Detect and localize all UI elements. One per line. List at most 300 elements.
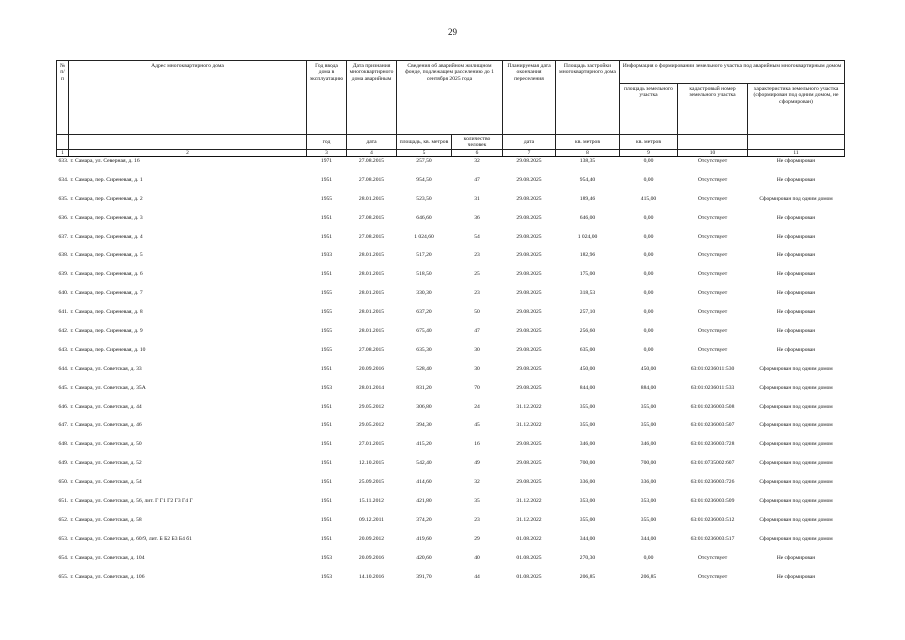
row-plan-date: 01.08.2025 <box>516 554 542 561</box>
row-number: 652. <box>58 516 69 523</box>
table-row <box>57 214 845 233</box>
row-address: г. Самара, пер. Сиреневая, д. 2 <box>70 195 143 202</box>
row-recognition-date: 27.08.2015 <box>358 214 385 221</box>
row-year: 1953 <box>320 573 333 580</box>
row-number: 645. <box>58 384 69 391</box>
row-year: 1951 <box>320 516 333 523</box>
row-year: 1951 <box>320 403 333 410</box>
row-land-characteristic: Не сформирован <box>776 554 816 561</box>
row-land-characteristic: Сформирован под одним домом <box>759 535 833 542</box>
row-plan-date: 29.08.2025 <box>516 214 542 221</box>
row-land-area: 0,00 <box>643 233 654 240</box>
row-people-count: 16 <box>474 441 480 448</box>
row-emergency-area: 330,30 <box>416 290 432 297</box>
row-emergency-area: 675,40 <box>416 328 432 335</box>
row-land-characteristic: Сформирован под одним домом <box>759 498 833 505</box>
emergency-housing-table <box>56 60 845 591</box>
row-year: 1951 <box>320 271 333 278</box>
row-year: 1951 <box>320 176 333 183</box>
row-plan-date: 29.08.2025 <box>516 328 542 335</box>
row-land-area: 355,00 <box>640 516 657 523</box>
row-year: 1951 <box>320 365 333 372</box>
row-land-characteristic: Не сформирован <box>776 328 816 335</box>
row-build-area: 138,35 <box>579 158 596 164</box>
row-recognition-date: 27.08.2015 <box>358 346 385 353</box>
row-address: г. Самара, пер. Сиреневая, д. 4 <box>70 233 143 240</box>
header-unit-blank-11 <box>748 135 845 150</box>
row-cadastral-number: 63:01:0236003:509 <box>690 498 735 505</box>
row-number: 633. <box>58 158 69 164</box>
row-build-area: 355,00 <box>579 422 596 429</box>
row-plan-date: 31.12.2022 <box>516 403 542 410</box>
column-number-7: 7 <box>503 150 556 157</box>
row-people-count: 70 <box>474 384 480 391</box>
row-land-characteristic: Не сформирован <box>776 214 816 221</box>
header-col-build-area: Площадь застройки многоквартирного дома <box>556 61 620 135</box>
row-address: г. Самара, пер. Сиреневая, д. 9 <box>70 328 143 335</box>
row-recognition-date: 15.11.2012 <box>359 498 384 505</box>
row-people-count: 47 <box>474 328 480 335</box>
row-land-characteristic: Не сформирован <box>776 176 816 183</box>
row-recognition-date: 28.01.2015 <box>358 252 385 259</box>
row-plan-date: 29.08.2025 <box>516 479 542 486</box>
row-build-area: 346,00 <box>579 441 596 448</box>
row-build-area: 700,00 <box>579 460 596 467</box>
row-emergency-area: 414,60 <box>416 479 432 486</box>
row-people-count: 23 <box>474 516 480 523</box>
row-land-area: 450,00 <box>640 365 657 372</box>
header-unit-land-area: кв. метров <box>620 135 678 150</box>
row-cadastral-number: 63:01:0236003:726 <box>690 479 735 486</box>
row-land-area: 700,00 <box>640 460 657 467</box>
row-year: 1951 <box>320 535 333 542</box>
row-emergency-area: 542,40 <box>416 460 432 467</box>
row-land-characteristic: Сформирован под одним домом <box>759 403 833 410</box>
header-unit-blank-2 <box>69 135 307 150</box>
row-recognition-date: 27.08.2015 <box>358 233 385 240</box>
row-land-area: 415,00 <box>640 195 657 202</box>
table-row <box>57 327 845 346</box>
row-address: г. Самара, ул. Советская, д. 46 <box>70 422 142 429</box>
row-build-area: 189,46 <box>579 195 596 202</box>
row-land-area: 344,00 <box>640 535 657 542</box>
row-land-characteristic: Сформирован под одним домом <box>759 422 833 429</box>
row-land-characteristic: Не сформирован <box>776 346 816 353</box>
row-year: 1953 <box>320 554 333 561</box>
row-emergency-area: 518,50 <box>416 271 432 278</box>
row-plan-date: 29.08.2025 <box>516 158 542 164</box>
row-cadastral-number: Отсутствует <box>697 290 728 297</box>
row-recognition-date: 27.01.2015 <box>358 441 385 448</box>
row-people-count: 25 <box>474 271 480 278</box>
row-land-area: 884,00 <box>640 384 657 391</box>
row-land-area: 0,00 <box>643 346 654 353</box>
row-people-count: 30 <box>474 346 480 353</box>
column-number-8: 8 <box>556 150 620 157</box>
table-row <box>57 346 845 365</box>
row-number: 651. <box>58 498 69 505</box>
table-row <box>57 478 845 497</box>
row-land-characteristic: Не сформирован <box>776 271 816 278</box>
row-recognition-date: 28.01.2015 <box>358 195 385 202</box>
header-unit-area: площадь, кв. метров <box>397 135 452 150</box>
table-body <box>57 157 845 592</box>
row-number: 655. <box>58 573 69 580</box>
column-number-1: 1 <box>57 150 69 157</box>
header-group-land-plot: Информация о формировании земельного участка под аварийным многоквартирным домом <box>620 61 845 84</box>
column-number-11: 11 <box>748 150 845 157</box>
row-people-count: 23 <box>474 252 480 259</box>
row-cadastral-number: Отсутствует <box>697 271 728 278</box>
row-land-area: 0,00 <box>643 309 654 316</box>
row-recognition-date: 29.05.2012 <box>358 403 385 410</box>
row-people-count: 24 <box>474 403 480 410</box>
row-land-characteristic: Не сформирован <box>776 252 816 259</box>
row-year: 1951 <box>320 479 333 486</box>
row-emergency-area: 637,20 <box>416 309 432 316</box>
row-plan-date: 29.08.2025 <box>516 176 542 183</box>
header-col-number: № п/п <box>57 61 69 135</box>
row-plan-date: 31.12.2022 <box>516 516 542 523</box>
row-build-area: 355,00 <box>579 403 596 410</box>
row-cadastral-number: Отсутствует <box>697 176 728 183</box>
row-plan-date: 29.08.2025 <box>516 233 542 240</box>
row-land-characteristic: Сформирован под одним домом <box>759 365 833 372</box>
row-year: 1951 <box>320 498 333 505</box>
row-address: г. Самара, ул. Северная, д. 16 <box>70 158 140 164</box>
row-land-area: 355,00 <box>640 422 657 429</box>
row-people-count: 23 <box>474 290 480 297</box>
column-number-9: 9 <box>620 150 678 157</box>
row-land-area: 0,00 <box>643 252 654 259</box>
column-number-5: 5 <box>397 150 452 157</box>
header-group-emergency-fund: Сведения об аварийном жилищном фонде, подлежащем расселению до 1 сентября 2025 года <box>397 61 503 135</box>
row-land-characteristic: Сформирован под одним домом <box>759 441 833 448</box>
row-number: 636. <box>58 214 69 221</box>
row-recognition-date: 20.09.2012 <box>358 535 385 542</box>
row-land-area: 0,00 <box>643 271 654 278</box>
row-number: 640. <box>58 290 69 297</box>
row-people-count: 45 <box>474 422 480 429</box>
row-number: 653. <box>58 535 69 542</box>
row-land-characteristic: Не сформирован <box>776 573 816 580</box>
row-build-area: 256,60 <box>579 328 596 335</box>
row-emergency-area: 528,40 <box>416 365 432 372</box>
row-land-characteristic: Сформирован под одним домом <box>759 460 833 467</box>
row-cadastral-number: Отсутствует <box>697 328 728 335</box>
row-plan-date: 29.08.2025 <box>516 346 542 353</box>
row-address: г. Самара, ул. Советская, д. 58 <box>70 516 142 523</box>
table-row <box>57 440 845 459</box>
row-emergency-area: 394,30 <box>416 422 432 429</box>
row-cadastral-number: 63:01:0236003:517 <box>690 535 735 542</box>
header-col-land-area: площадь земельного участка <box>620 84 678 135</box>
header-unit-blank-1 <box>57 135 69 150</box>
header-unit-date: дата <box>347 135 397 150</box>
row-land-area: 0,00 <box>643 554 654 561</box>
row-build-area: 844,00 <box>579 384 596 391</box>
row-recognition-date: 28.01.2015 <box>358 271 385 278</box>
table-row <box>57 384 845 403</box>
row-plan-date: 29.08.2025 <box>516 384 542 391</box>
header-unit-people: количество человек <box>452 135 503 150</box>
row-emergency-area: 306,80 <box>416 403 432 410</box>
row-number: 646. <box>58 403 69 410</box>
row-emergency-area: 420,60 <box>416 554 432 561</box>
row-plan-date: 31.12.2022 <box>516 422 542 429</box>
row-number: 642. <box>58 328 69 335</box>
row-recognition-date: 28.01.2014 <box>358 384 385 391</box>
row-people-count: 32 <box>474 158 480 164</box>
column-number-2: 2 <box>69 150 307 157</box>
row-address: г. Самара, пер. Сиреневая, д. 10 <box>70 346 146 353</box>
row-address: г. Самара, ул. Советская, д. 52 <box>70 460 142 467</box>
row-emergency-area: 635,30 <box>416 346 432 353</box>
row-emergency-area: 523,50 <box>416 195 432 202</box>
row-plan-date: 29.08.2025 <box>516 365 542 372</box>
row-people-count: 54 <box>474 233 480 240</box>
row-emergency-area: 391,70 <box>416 573 432 580</box>
row-cadastral-number: Отсутствует <box>697 233 728 240</box>
row-recognition-date: 14.10.2016 <box>358 573 385 580</box>
row-cadastral-number: 63:01:0236003:507 <box>690 422 735 429</box>
row-emergency-area: 1 024,60 <box>414 233 434 240</box>
row-number: 641. <box>58 309 69 316</box>
row-people-count: 47 <box>474 176 480 183</box>
table-row <box>57 270 845 289</box>
row-number: 635. <box>58 195 69 202</box>
row-plan-date: 29.08.2025 <box>516 195 542 202</box>
row-plan-date: 01.08.2025 <box>516 573 542 580</box>
table-row <box>57 157 845 176</box>
row-build-area: 635,00 <box>579 346 596 353</box>
row-land-area: 0,00 <box>643 290 654 297</box>
row-recognition-date: 25.09.2015 <box>358 479 385 486</box>
row-year: 1955 <box>320 195 333 202</box>
table-row <box>57 516 845 535</box>
table-row <box>57 421 845 440</box>
row-people-count: 31 <box>474 195 480 202</box>
row-recognition-date: 20.09.2016 <box>358 554 385 561</box>
row-land-characteristic: Сформирован под одним домом <box>759 516 833 523</box>
row-land-characteristic: Не сформирован <box>776 158 816 164</box>
row-address: г. Самара, ул. Советская, д. 35А <box>70 384 146 391</box>
row-build-area: 318,53 <box>579 290 596 297</box>
row-emergency-area: 421,80 <box>416 498 432 505</box>
header-col-recognition-date: Дата признания многоквартирного дома аварийным <box>347 61 397 135</box>
row-number: 637. <box>58 233 69 240</box>
row-number: 634. <box>58 176 69 183</box>
row-number: 638. <box>58 252 69 259</box>
row-cadastral-number: 63:01:0236003:728 <box>690 441 735 448</box>
row-recognition-date: 20.09.2016 <box>358 365 385 372</box>
row-cadastral-number: 63:01:0236003:508 <box>690 403 735 410</box>
row-plan-date: 29.08.2025 <box>516 290 542 297</box>
row-emergency-area: 257,50 <box>416 158 432 164</box>
row-number: 650. <box>58 479 69 486</box>
table-row <box>57 251 845 270</box>
row-plan-date: 29.08.2025 <box>516 441 542 448</box>
row-land-area: 0,00 <box>643 158 654 164</box>
column-number-10: 10 <box>678 150 748 157</box>
column-number-row <box>57 150 845 157</box>
row-number: 649. <box>58 460 69 467</box>
row-build-area: 450,00 <box>579 365 596 372</box>
row-build-area: 954,40 <box>579 176 596 183</box>
header-unit-blank-10 <box>678 135 748 150</box>
table-row <box>57 195 845 214</box>
row-plan-date: 31.12.2022 <box>516 498 542 505</box>
row-recognition-date: 09.12.2011 <box>359 516 384 523</box>
row-number: 639. <box>58 271 69 278</box>
row-emergency-area: 646,60 <box>416 214 432 221</box>
row-people-count: 40 <box>474 554 480 561</box>
header-col-cadastral: кадастровый номер земельного участка <box>678 84 748 135</box>
table-row <box>57 459 845 478</box>
row-recognition-date: 27.08.2015 <box>358 158 385 164</box>
table-row <box>57 497 845 516</box>
header-unit-plan-date: дата <box>503 135 556 150</box>
row-cadastral-number: Отсутствует <box>697 554 728 561</box>
row-recognition-date: 12.10.2015 <box>358 460 385 467</box>
row-people-count: 50 <box>474 309 480 316</box>
row-land-area: 0,00 <box>643 176 654 183</box>
row-recognition-date: 28.01.2015 <box>358 309 385 316</box>
row-build-area: 182,96 <box>579 252 596 259</box>
table-row <box>57 573 845 592</box>
row-plan-date: 29.08.2025 <box>516 309 542 316</box>
row-cadastral-number: 63:01:0236003:512 <box>690 516 735 523</box>
row-people-count: 30 <box>474 365 480 372</box>
header-unit-build-area: кв. метров <box>556 135 620 150</box>
row-cadastral-number: 63:01:0735002:607 <box>690 460 735 467</box>
row-build-area: 355,00 <box>579 516 596 523</box>
row-people-count: 29 <box>474 535 480 542</box>
column-number-6: 6 <box>452 150 503 157</box>
row-year: 1953 <box>320 384 333 391</box>
header-col-land-characteristic: характеристика земельного участка (сформирован под одним домом, не сформирован) <box>748 84 845 135</box>
column-number-3: 3 <box>307 150 347 157</box>
row-build-area: 175,00 <box>579 271 596 278</box>
row-year: 1951 <box>320 422 333 429</box>
row-emergency-area: 517,20 <box>416 252 432 259</box>
table-header <box>57 61 845 157</box>
row-cadastral-number: 63:01:0236011:530 <box>690 365 735 372</box>
row-address: г. Самара, пер. Сиреневая, д. 6 <box>70 271 143 278</box>
row-address: г. Самара, ул. Советская, д. 104 <box>70 554 145 561</box>
row-address: г. Самара, ул. Советская, д. 56, лит. Г Г1 Г2 Г3 Г4 Г <box>70 498 193 505</box>
row-land-area: 353,00 <box>640 498 657 505</box>
row-land-area: 0,00 <box>643 214 654 221</box>
row-build-area: 270,30 <box>579 554 596 561</box>
row-build-area: 344,00 <box>579 535 596 542</box>
row-land-area: 336,00 <box>640 479 657 486</box>
row-emergency-area: 419,60 <box>416 535 432 542</box>
row-people-count: 49 <box>474 460 480 467</box>
row-number: 648. <box>58 441 69 448</box>
row-number: 644. <box>58 365 69 372</box>
table-row <box>57 176 845 195</box>
row-address: г. Самара, пер. Сиреневая, д. 5 <box>70 252 143 259</box>
row-land-characteristic: Сформирован под одним домом <box>759 195 833 202</box>
row-plan-date: 01.08.2022 <box>516 535 542 542</box>
table-row <box>57 308 845 327</box>
row-land-characteristic: Не сформирован <box>776 233 816 240</box>
row-year: 1951 <box>320 214 333 221</box>
row-number: 647. <box>58 422 69 429</box>
row-land-characteristic: Не сформирован <box>776 290 816 297</box>
row-people-count: 32 <box>474 479 480 486</box>
row-cadastral-number: Отсутствует <box>697 214 728 221</box>
row-emergency-area: 415,20 <box>416 441 432 448</box>
row-plan-date: 29.08.2025 <box>516 252 542 259</box>
row-land-characteristic: Не сформирован <box>776 309 816 316</box>
row-year: 1955 <box>320 290 333 297</box>
row-address: г. Самара, пер. Сиреневая, д. 8 <box>70 309 143 316</box>
row-year: 1955 <box>320 346 333 353</box>
row-land-area: 206,85 <box>640 573 657 580</box>
row-land-characteristic: Сформирован под одним домом <box>759 384 833 391</box>
row-emergency-area: 831,20 <box>416 384 432 391</box>
table-row <box>57 233 845 252</box>
row-number: 643. <box>58 346 69 353</box>
table-row <box>57 403 845 422</box>
row-land-area: 346,00 <box>640 441 657 448</box>
row-address: г. Самара, ул. Советская, д. 106 <box>70 573 145 580</box>
header-col-year: Год ввода дома в эксплуатацию <box>307 61 347 135</box>
row-year: 1951 <box>320 441 333 448</box>
header-col-plan-date: Планируемая дата окончания переселения <box>503 61 556 135</box>
row-year: 1955 <box>320 309 333 316</box>
row-people-count: 36 <box>474 214 480 221</box>
row-address: г. Самара, пер. Сиреневая, д. 7 <box>70 290 143 297</box>
row-build-area: 257,10 <box>579 309 596 316</box>
row-emergency-area: 954,50 <box>416 176 432 183</box>
row-cadastral-number: 63:01:0236011:533 <box>690 384 735 391</box>
row-address: г. Самара, ул. Советская, д. 60/9, лит. Б Б2 Б3 Б4 б1 <box>70 535 192 542</box>
row-cadastral-number: Отсутствует <box>697 573 728 580</box>
row-year: 1933 <box>320 252 333 259</box>
row-year: 1955 <box>320 328 333 335</box>
row-address: г. Самара, пер. Сиреневая, д. 1 <box>70 176 143 183</box>
row-plan-date: 29.08.2025 <box>516 271 542 278</box>
row-plan-date: 29.08.2025 <box>516 460 542 467</box>
row-build-area: 206,85 <box>579 573 596 580</box>
row-people-count: 44 <box>474 573 480 580</box>
column-number-4: 4 <box>347 150 397 157</box>
row-address: г. Самара, пер. Сиреневая, д. 3 <box>70 214 143 221</box>
row-build-area: 353,00 <box>579 498 596 505</box>
row-cadastral-number: Отсутствует <box>697 346 728 353</box>
row-recognition-date: 29.05.2012 <box>358 422 385 429</box>
row-cadastral-number: Отсутствует <box>697 158 728 164</box>
row-people-count: 35 <box>474 498 480 505</box>
row-recognition-date: 28.01.2015 <box>358 328 385 335</box>
table-row <box>57 365 845 384</box>
row-address: г. Самара, ул. Советская, д. 50 <box>70 441 142 448</box>
page-number: 29 <box>448 27 457 37</box>
row-emergency-area: 374,20 <box>416 516 432 523</box>
row-cadastral-number: Отсутствует <box>697 309 728 316</box>
row-build-area: 336,00 <box>579 479 596 486</box>
row-year: 1971 <box>320 158 333 164</box>
row-build-area: 1 024,00 <box>577 233 598 240</box>
row-address: г. Самара, ул. Советская, д. 33 <box>70 365 142 372</box>
row-number: 654. <box>58 554 69 561</box>
row-address: г. Самара, ул. Советская, д. 44 <box>70 403 142 410</box>
row-recognition-date: 28.01.2015 <box>358 290 385 297</box>
row-year: 1951 <box>320 460 333 467</box>
